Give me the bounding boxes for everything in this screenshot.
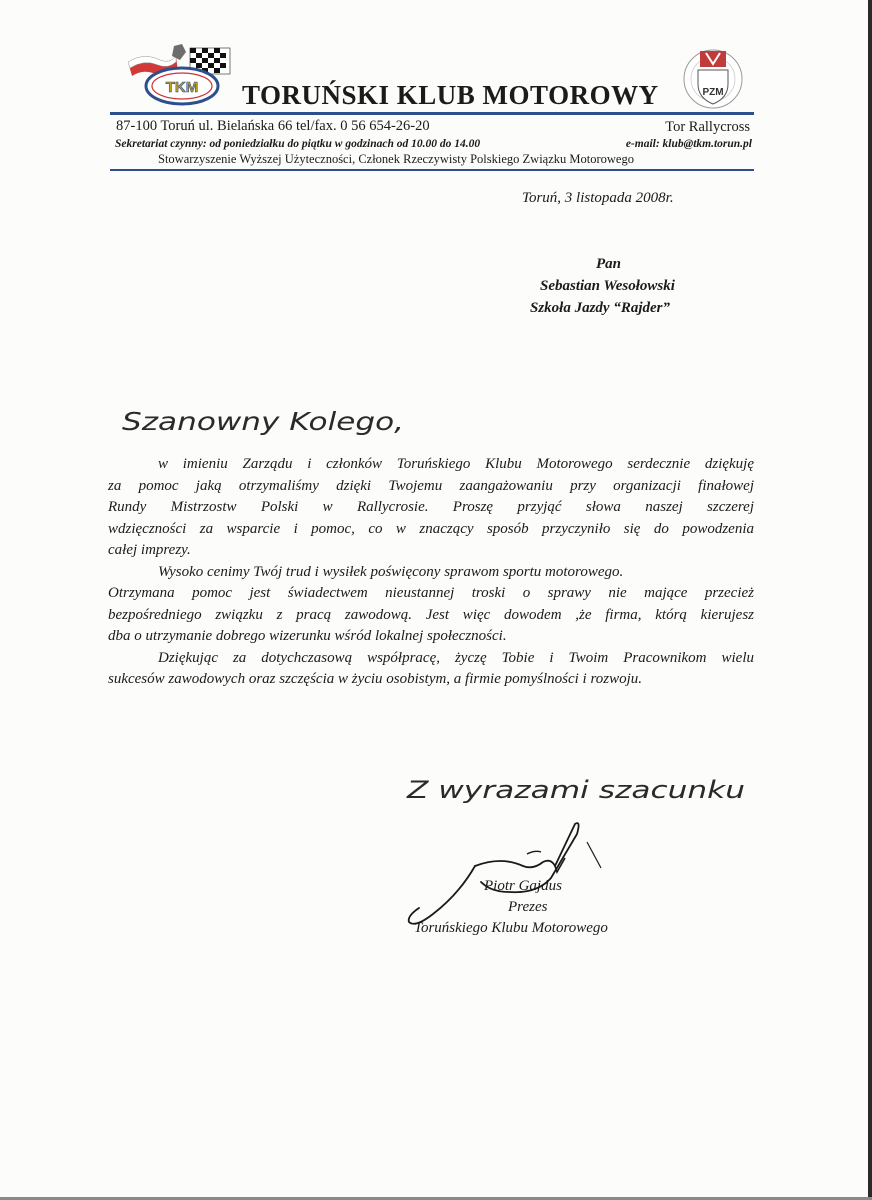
- pzm-logo: [682, 48, 744, 110]
- letterhead-rule-top: [110, 112, 754, 115]
- svg-text:TKM: TKM: [165, 79, 199, 96]
- body-line: Otrzymana pomoc jest świadectwem nieustannej troski o sprawy nie mające przecież: [108, 585, 754, 601]
- body-line: wdzięczności za wsparcie i pomoc, co w znaczący sposób przyczyniło się do powodzenia: [108, 520, 754, 537]
- svg-text:Szanowny Kolego,: Szanowny Kolego,: [122, 407, 404, 436]
- association-note: Stowarzyszenie Wyższej Użyteczności, Członek Rzeczywisty Polskiego Związku Motorowego: [158, 152, 634, 166]
- body-line: w imieniu Zarządu i członków Toruńskiego Klubu Motorowego serdecznie dziękuję: [158, 456, 754, 472]
- signature-scribble: [405, 822, 605, 930]
- svg-text:Z wyrazami szacunku: Z wyrazami szacunku: [405, 776, 745, 804]
- body-line: Rundy Mistrzostw Polski w Rallycrosie. Proszę przyjąć słowa naszej szczerej: [108, 499, 754, 515]
- club-email: e-mail: klub@tkm.torun.pl: [625, 138, 752, 150]
- salutation-handwritten: [120, 398, 420, 448]
- svg-text:PZM: PZM: [702, 87, 724, 98]
- signatory-organization: Toruńskiego Klubu Motorowego: [414, 920, 608, 936]
- tkm-logo: [124, 42, 236, 108]
- addressee-title: Pan: [596, 256, 622, 272]
- body-line: bezpośredniego związku z pracą zawodową. Jest więc dowodem ,że firma, którą kierujesz: [108, 606, 754, 623]
- club-name: TORUŃSKI KLUB MOTOROWY: [242, 80, 659, 110]
- addressee-company: Szkoła Jazdy “Rajder”: [530, 300, 671, 316]
- closing-handwritten: [405, 770, 750, 810]
- body-line: całej imprezy.: [108, 542, 191, 558]
- secretariat-hours: Sekretariat czynny: od poniedziałku do piątku w godzinach od 10.00 do 14.00: [115, 138, 481, 150]
- tor-label: Tor Rallycross: [665, 119, 750, 135]
- letter-date: Toruń, 3 listopada 2008r.: [522, 190, 674, 206]
- club-address: 87-100 Toruń ul. Bielańska 66 tel/fax. 0 56 654-26-20: [116, 118, 430, 134]
- body-line: za pomoc jaką otrzymaliśmy dzięki Twojemu zaangażowaniu przy organizacji finałowej: [108, 477, 754, 494]
- body-line: Wysoko cenimy Twój trud i wysiłek poświęcony sprawom sportu motorowego.: [158, 563, 624, 580]
- signatory-title: Prezes: [508, 899, 548, 915]
- body-line: sukcesów zawodowych oraz szczęścia w życiu osobistym, a firmie pomyślności i rozwoju.: [108, 671, 643, 687]
- scan-edge-right: [868, 0, 872, 1200]
- addressee-name: Sebastian Wesołowski: [540, 278, 675, 294]
- letter-body: [108, 454, 754, 691]
- signatory-name: Piotr Gajdus: [484, 878, 562, 894]
- letterhead-rule-bottom: [110, 169, 754, 171]
- body-line: dba o utrzymanie dobrego wizerunku wśród lokalnej społeczności.: [108, 628, 507, 644]
- body-line: Dziękując za dotychczasową współpracę, życzę Tobie i Twoim Pracownikom wielu: [158, 649, 754, 666]
